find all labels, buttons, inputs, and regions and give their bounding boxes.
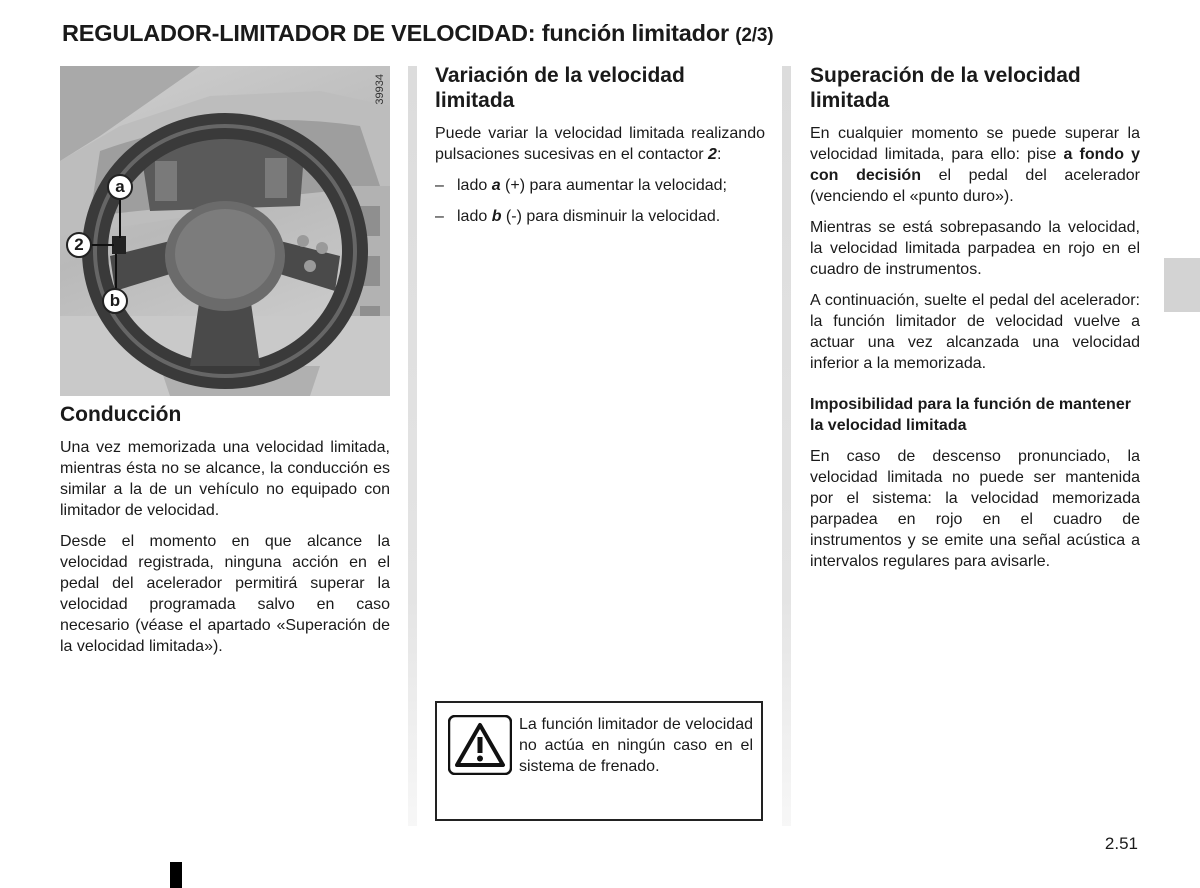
column-1 xyxy=(60,66,390,667)
list-item-increase-prefix: lado xyxy=(457,177,492,194)
list-item-increase xyxy=(435,175,765,196)
column-separator-1 xyxy=(408,66,417,826)
conduccion-heading: Conducción xyxy=(60,403,182,426)
list-item-decrease-text: (-) para disminuir la velocidad. xyxy=(501,208,721,225)
column-3 xyxy=(810,63,1140,582)
page-number: 2.51 xyxy=(1104,834,1138,853)
list-item-decrease xyxy=(435,206,765,227)
page-part-indicator: (2/3) xyxy=(735,25,774,46)
list-item-decrease-prefix: lado xyxy=(457,208,492,225)
warning-box xyxy=(435,701,763,821)
section-tab-marker xyxy=(1164,258,1200,312)
side-b-key: b xyxy=(491,208,502,225)
warning-icon xyxy=(448,715,512,775)
figure-id: 39934 xyxy=(374,74,386,105)
superacion-p1-emphasis: a fondo y con decisión xyxy=(810,146,1140,184)
side-a-key: a xyxy=(491,177,501,194)
superacion-paragraph-1 xyxy=(810,123,1140,207)
callout-a: a xyxy=(107,174,133,200)
list-item-increase-text: (+) para aumentar la velocidad; xyxy=(500,177,727,194)
superacion-p1-pre: En cualquier momento se puede superar la velocidad limitada, para ello: pise xyxy=(810,125,1140,163)
superacion-paragraph-2: Mientras se está sobrepasando la velocidad, la velocidad limitada parpadea en rojo en el cuadro de instrumentos. xyxy=(810,219,1140,278)
column-2 xyxy=(435,63,765,237)
steering-wheel-drawing xyxy=(60,66,390,396)
contactor-ref: 2 xyxy=(708,146,717,163)
superacion-heading: Superación de la velocidad limitada xyxy=(810,64,1081,112)
steering-wheel-illustration xyxy=(60,66,390,396)
crop-mark xyxy=(170,862,182,888)
variacion-intro xyxy=(435,123,765,165)
variacion-intro-end: : xyxy=(716,146,722,163)
page-title xyxy=(62,20,773,47)
variacion-intro-text: Puede variar la velocidad limitada realizando pulsaciones sucesivas en el contactor xyxy=(435,125,765,163)
conduccion-paragraph-2: Desde el momento en que alcance la velocidad registrada, ninguna acción en el pedal del acelerador permitirá superar la velocidad programada salvo en caso necesario (véase el apartado «Superación de la velocidad limitada»). xyxy=(60,533,390,655)
superacion-paragraph-3: A continuación, suelte el pedal del acelerador: la función limitador de velocidad vuelve a actuar una vez alcanzada una velocidad inferior a la memorizada. xyxy=(810,292,1140,372)
callout-2: 2 xyxy=(66,232,92,258)
warning-text: La función limitador de velocidad no actúa en ningún caso en el sistema de frenado. xyxy=(519,716,753,775)
imposibilidad-paragraph: En caso de descenso pronunciado, la velocidad limitada no puede ser mantenida por el sistema: la velocidad memorizada parpadea en rojo en el cuadro de instrumentos y se emite una señal acústica a intervalos regulares para avisarle. xyxy=(810,448,1140,570)
page-title-text: REGULADOR-LIMITADOR DE VELOCIDAD: función limitador xyxy=(62,20,729,46)
conduccion-paragraph-1: Una vez memorizada una velocidad limitada, mientras ésta no se alcance, la conducción es similar a la de un vehículo no equipado con limitador de velocidad. xyxy=(60,439,390,519)
variacion-heading: Variación de la velocidad limitada xyxy=(435,64,685,112)
superacion-p1-post: el pedal del acelerador (venciendo el «punto duro»). xyxy=(810,167,1140,205)
callout-b: b xyxy=(102,288,128,314)
imposibilidad-heading: Imposibilidad para la función de mantener la velocidad limitada xyxy=(810,396,1131,434)
column-separator-2 xyxy=(782,66,791,826)
